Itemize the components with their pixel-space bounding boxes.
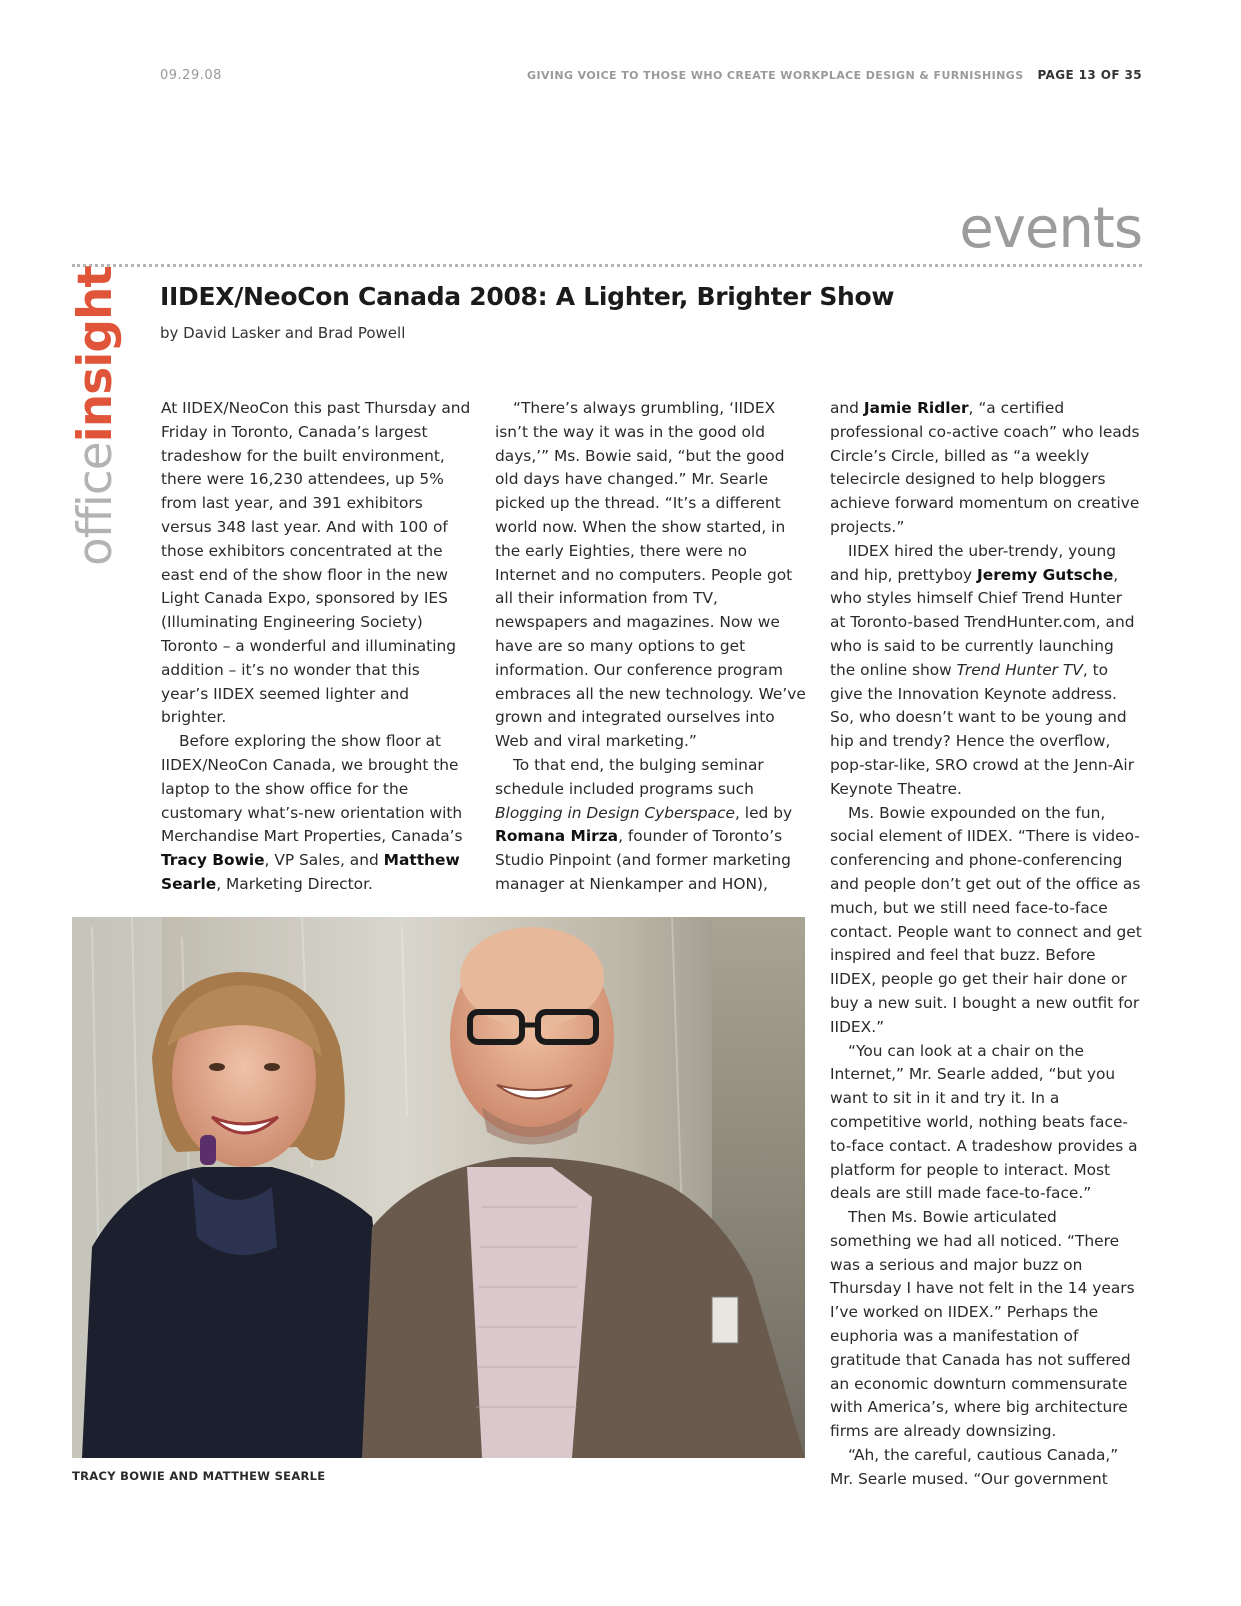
text-run: and — [830, 399, 864, 417]
paragraph: “There’s always grumbling, ‘IIDEX isn’t the way it was in the good old days,’” Ms. Bowie said, “but the good old days have changed.” Mr. Searle picked up the thread. “It’s a different world now. When the show started, in the early Eighties, there were no Internet and no computers. People got all their information from TV, newspapers and magazines. Now we have are so many options to get information. Our conference program embraces all the new technology. We’ve grown and integrated ourselves into Web and viral marketing.” — [495, 399, 806, 751]
paragraph — [830, 397, 1142, 540]
brand-logo-part1: office — [68, 442, 123, 566]
text-column-1 — [161, 397, 471, 897]
text-run: , “a certified professional co-active coach” who leads Circle’s Circle, billed as “a weekly telecircle designed to help bloggers achieve forward momentum on creative projects.” — [830, 399, 1140, 536]
paragraph: “You can look at a chair on the Internet,” Mr. Searle added, “but you want to sit in it and try it. In a competitive world, nothing beats face-to-face contact. A tradeshow provides a platform for people to interact. Most deals are still made face-to-face.” — [830, 1041, 1138, 1203]
photo-illustration — [72, 917, 805, 1458]
text-column-2 — [495, 397, 807, 897]
person-name: Matthew Searle — [161, 851, 460, 893]
show-title: Trend Hunter TV — [956, 660, 1083, 679]
person-name: Romana Mirza — [495, 827, 619, 846]
section-title: events — [959, 196, 1142, 261]
brand-logo-part2: insight — [68, 266, 123, 443]
article-title: IIDEX/NeoCon Canada 2008: A Lighter, Brighter Show — [160, 282, 895, 311]
person-name: Jeremy Gutsche — [977, 565, 1114, 584]
paragraph — [830, 540, 1142, 802]
brand-logo — [68, 266, 123, 566]
paragraph — [161, 730, 471, 897]
text-run: , VP Sales, and — [264, 851, 384, 870]
article-byline: by David Lasker and Brad Powell — [160, 324, 406, 342]
program-title: Blogging in Design Cyberspace — [495, 803, 736, 822]
paragraph: Then Ms. Bowie articulated something we had all noticed. “There was a serious and major buzz on Thursday I have not felt in the 14 years I’ve worked on IIDEX.” Perhaps the euphoria was a manifestation of gratitude that Canada has not suffered an economic downturn commensurate with America’s, where big architecture firms are already downsizing. — [830, 1208, 1135, 1441]
text-run: , to give the Innovation Keynote address. So, who doesn’t want to be young and hip and trendy? Hence the overflow, pop-star-like, SRO crowd at the Jenn-Air Keynote Theatre. — [830, 660, 1135, 798]
person-name: Tracy Bowie — [161, 851, 265, 870]
text-run: , founder of Toronto’s Studio Pinpoint (and former marketing manager at Nienkamper and HON), — [495, 827, 791, 893]
text-run: , led by — [735, 803, 793, 822]
paragraph: “Ah, the careful, cautious Canada,” Mr. Searle mused. “Our government — [830, 1446, 1119, 1488]
text-run: IIDEX hired the uber-trendy, young and hip, prettyboy — [830, 541, 1116, 584]
dotted-divider — [72, 264, 1142, 267]
page-number: PAGE 13 OF 35 — [1037, 68, 1142, 82]
text-run: Before exploring the show floor at IIDEX/NeoCon Canada, we brought the laptop to the show office for the customary what’s-new orientation with Merchandise Mart Properties, Canada’s — [161, 732, 463, 846]
publication-tagline: GIVING VOICE TO THOSE WHO CREATE WORKPLACE DESIGN & FURNISHINGS — [527, 69, 1024, 82]
article-photo — [72, 917, 805, 1458]
person-name: Jamie Ridler — [863, 399, 969, 417]
paragraph: At IIDEX/NeoCon this past Thursday and Friday in Toronto, Canada’s largest tradeshow for the built environment, there were 16,230 attendees, up 5% from last year, and 391 exhibitors versus 348 last year. And with 100 of those exhibitors concentrated at the east end of the show floor in the new Light Canada Expo, sponsored by IES (Illuminating Engineering Society) Toronto – a wonderful and illuminating addition – it’s no wonder that this year’s IIDEX seemed lighter and brighter. — [161, 399, 471, 727]
header-right — [527, 68, 1142, 82]
text-run: , Marketing Director. — [216, 874, 373, 893]
photo-caption: TRACY BOWIE AND MATTHEW SEARLE — [72, 1469, 326, 1483]
text-column-3 — [830, 397, 1142, 1492]
text-run: , who styles himself Chief Trend Hunter at Toronto-based TrendHunter.com, and who is said to be currently launching the online show — [830, 565, 1135, 679]
issue-date: 09.29.08 — [160, 68, 222, 83]
paragraph — [495, 754, 807, 897]
text-run: To that end, the bulging seminar schedule included programs such — [495, 755, 764, 798]
paragraph: Ms. Bowie expounded on the fun, social element of IIDEX. “There is video-conferencing and phone-conferencing and people don’t get out of the office as much, but we still need face-to-face contact. People want to connect and get inspired and feel that buzz. Before IIDEX, people go get their hair done or buy a new suit. I bought a new outfit for IIDEX.” — [830, 803, 1142, 1036]
